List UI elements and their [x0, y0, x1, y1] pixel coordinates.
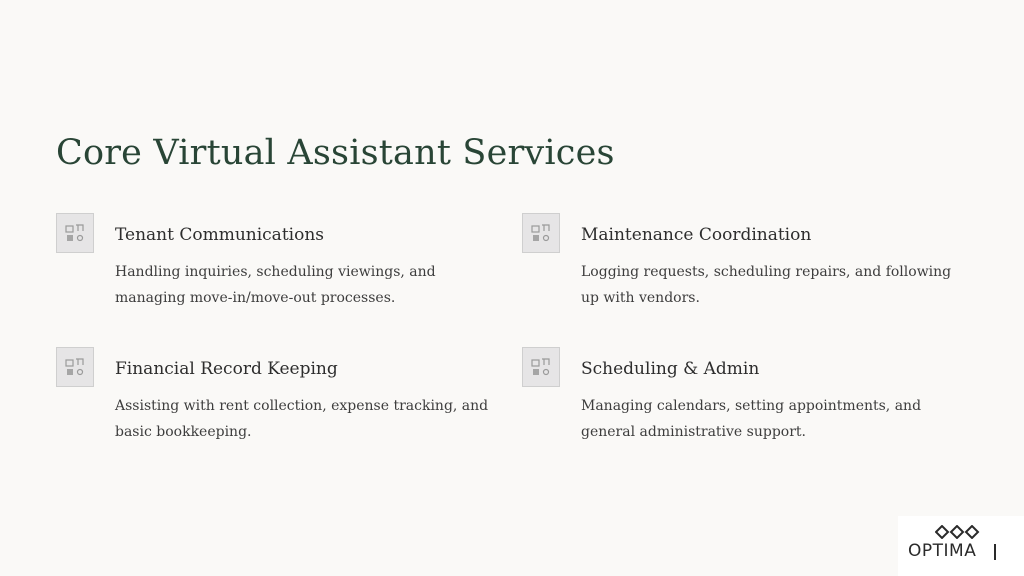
logo-diamonds-icon — [935, 525, 981, 539]
service-title: Tenant Communications — [115, 225, 324, 245]
image-placeholder-icon — [522, 347, 560, 387]
logo-bar — [994, 544, 996, 560]
logo-text: OPTIMA — [908, 541, 977, 561]
service-description: Managing calendars, setting appointments, and general administrative support. — [581, 398, 922, 440]
image-placeholder-icon — [56, 347, 94, 387]
image-placeholder-icon — [522, 213, 560, 253]
image-placeholder-icon — [56, 213, 94, 253]
service-title: Maintenance Coordination — [581, 225, 812, 245]
service-description: Handling inquiries, scheduling viewings, and managing move-in/move-out processes. — [115, 264, 436, 306]
service-title: Scheduling & Admin — [581, 359, 760, 379]
service-description: Assisting with rent collection, expense tracking, and basic bookkeeping. — [115, 398, 489, 440]
service-description: Logging requests, scheduling repairs, and following up with vendors. — [581, 264, 952, 306]
service-title: Financial Record Keeping — [115, 359, 338, 379]
brand-logo — [898, 516, 1024, 576]
slide-title: Core Virtual Assistant Services — [56, 133, 615, 173]
